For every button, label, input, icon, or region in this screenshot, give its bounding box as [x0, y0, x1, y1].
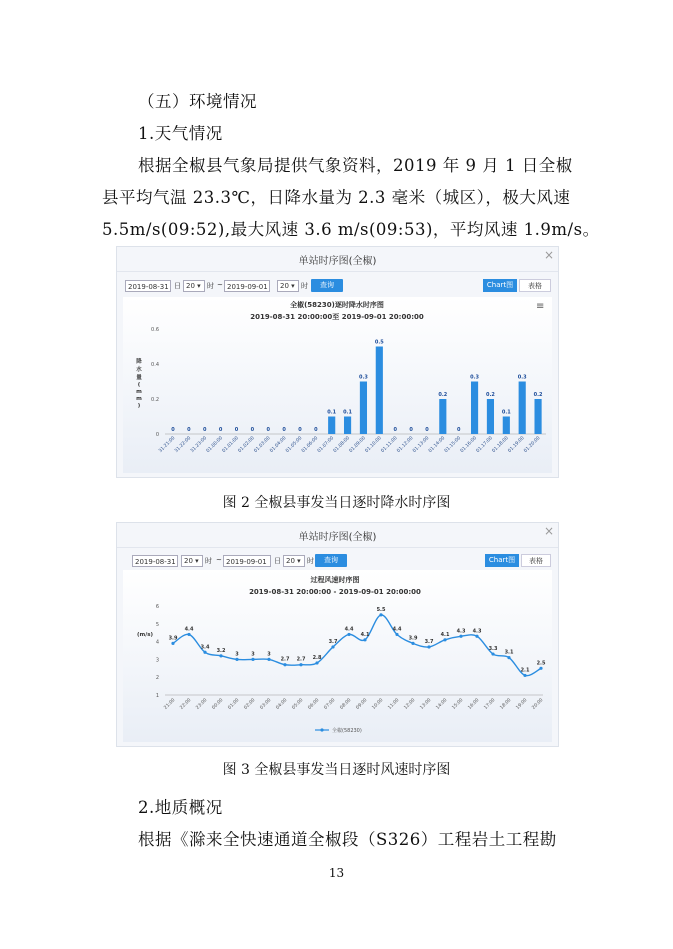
x-tick-label: 01.15:00: [444, 435, 463, 454]
data-label: 2.1: [520, 667, 530, 674]
data-label: 0: [456, 427, 461, 433]
data-point: [523, 674, 526, 677]
chart-subtitle: 2019-08-31 20:00:00 - 2019-09-01 20:00:00: [249, 588, 421, 596]
x-tick-label: 01.02:00: [237, 435, 256, 454]
y-tick-label: 4: [155, 639, 159, 646]
x-tick-label: 01.17:00: [475, 435, 494, 454]
x-tick-label: 01.05:00: [285, 435, 304, 454]
x-tick-label: 01.19:00: [507, 435, 526, 454]
end-hour-select[interactable]: 20 ▾: [277, 280, 299, 292]
y-tick-label: 0.2: [151, 397, 159, 403]
x-tick-label: 01.01:00: [221, 435, 240, 454]
data-label: 0.2: [486, 392, 495, 398]
x-tick-label: 11:00: [387, 697, 401, 711]
data-label: 4.4: [344, 626, 354, 633]
x-tick-label: 14:00: [435, 697, 449, 711]
data-label: 4.1: [440, 631, 450, 638]
y-tick-label: 1: [155, 693, 159, 699]
data-point: [507, 656, 510, 659]
data-label: 3.9: [168, 635, 178, 642]
x-tick-label: 01.14:00: [428, 435, 447, 454]
bar: [328, 417, 335, 435]
data-point: [539, 667, 542, 670]
y-tick-label: 0.4: [151, 362, 159, 368]
x-tick-label: 31.21:00: [158, 435, 177, 454]
end-date-input[interactable]: 2019-09-01: [224, 280, 270, 292]
data-point: [459, 635, 462, 638]
bar: [376, 347, 383, 435]
x-tick-label: 04:00: [275, 697, 289, 711]
data-label: 0.3: [359, 374, 368, 381]
start-date-input[interactable]: 2019-08-31: [125, 280, 171, 292]
data-label: 2.7: [280, 656, 290, 663]
section-heading: （五）环境情况: [138, 92, 257, 111]
data-label: 0.2: [533, 392, 543, 398]
data-label: 4.3: [472, 628, 482, 635]
y-tick-label: 0: [155, 432, 159, 438]
data-point: [219, 654, 222, 657]
x-tick-label: 17:00: [483, 697, 497, 711]
x-tick-label: 18:00: [499, 697, 513, 711]
data-label: 0.3: [470, 374, 479, 381]
data-point: [187, 633, 190, 636]
x-tick-label: 01.06:00: [301, 435, 320, 454]
x-tick-label: 01.09:00: [348, 435, 367, 454]
tab-chart[interactable]: Chart图: [483, 279, 517, 292]
end-date-input[interactable]: 2019-09-01: [223, 555, 271, 567]
data-point: [395, 633, 398, 636]
x-tick-label: 16:00: [467, 697, 481, 711]
menu-icon[interactable]: ≡: [536, 301, 545, 312]
x-tick-label: 22:00: [179, 697, 193, 711]
precipitation-chart-area: [123, 297, 552, 473]
figure-2-caption: 图 2 全椒县事发当日逐时降水时序图: [222, 495, 451, 511]
data-label: 0: [282, 427, 286, 433]
data-label: 3.1: [504, 649, 514, 656]
panel-title: 单站时序图(全椒): [298, 256, 377, 267]
x-tick-label: 13:00: [419, 697, 433, 711]
x-tick-label: 01.03:00: [253, 435, 272, 454]
start-hour-select[interactable]: 20 ▾: [183, 280, 205, 292]
bar: [519, 382, 526, 435]
x-tick-label: 08:00: [339, 697, 353, 711]
data-label: 4.4: [184, 626, 194, 633]
y-axis-label: (m/s): [137, 632, 154, 638]
end-hour-select[interactable]: 20 ▾: [283, 555, 305, 567]
data-label: 4.3: [456, 628, 466, 635]
data-label: 2.8: [312, 654, 322, 661]
data-point: [203, 651, 206, 654]
data-label: 5.5: [376, 606, 386, 613]
data-label: 0: [187, 427, 191, 433]
data-label: 0.2: [438, 392, 448, 398]
data-label: 3: [267, 651, 271, 658]
bar: [344, 417, 351, 435]
data-label: 0.1: [501, 409, 511, 416]
data-label: 0.3: [517, 374, 527, 381]
y-tick-label: 2: [155, 675, 159, 682]
data-point: [379, 613, 382, 616]
day-label: 日: [174, 282, 181, 290]
data-label: 0.1: [327, 409, 337, 416]
y-tick-label: 6: [155, 604, 159, 610]
x-tick-label: 01.08:00: [332, 435, 351, 454]
data-point: [315, 661, 318, 664]
precipitation-panel: [116, 246, 559, 478]
data-label: 2.5: [536, 660, 546, 667]
data-point: [363, 638, 366, 641]
x-tick-label: 05:00: [291, 697, 305, 711]
data-label: 4.4: [392, 626, 402, 633]
bar: [471, 382, 478, 435]
data-label: 3: [251, 651, 255, 658]
data-label: 0: [202, 427, 207, 433]
precipitation-chart: [123, 297, 552, 473]
hour-label: 时: [207, 282, 214, 290]
legend-label: 全椒(58230): [332, 728, 362, 734]
data-label: 0: [218, 427, 223, 433]
data-label: 3.7: [328, 638, 338, 645]
data-label: 3.7: [424, 638, 434, 645]
data-label: 0: [250, 427, 255, 433]
bar: [360, 382, 367, 435]
chart-subtitle: 2019-08-31 20:00:00至 2019-09-01 20:00:00: [250, 313, 424, 321]
data-label: 0: [314, 427, 318, 433]
y-tick-label: 5: [155, 621, 159, 628]
y-tick-label: 0.6: [151, 327, 159, 333]
weather-paragraph-line-2: 县平均气温 23.3℃，日降水量为 2.3 毫米（城区），极大风速: [102, 188, 571, 207]
wind-speed-chart: [123, 570, 552, 742]
query-button[interactable]: 查询: [311, 279, 343, 292]
data-point: [283, 663, 286, 666]
x-tick-label: 01.04:00: [269, 435, 288, 454]
chart-title: 全椒(58230)逐时降水时序图: [290, 301, 384, 309]
x-tick-label: 00:00: [211, 697, 225, 711]
query-button[interactable]: 查询: [315, 554, 347, 567]
y-tick-label: 3: [155, 657, 159, 664]
weather-subheading: 1.天气情况: [138, 124, 223, 143]
data-point: [267, 658, 270, 661]
range-tilde: ~: [216, 556, 222, 564]
data-label: 0: [298, 427, 302, 433]
figure-3-caption: 图 3 全椒县事发当日逐时风速时序图: [222, 762, 451, 778]
data-label: 4.1: [360, 631, 370, 638]
x-tick-label: 21:00: [163, 697, 177, 711]
data-point: [475, 635, 478, 638]
x-tick-label: 01.12:00: [396, 435, 415, 454]
x-tick-label: 19:00: [515, 697, 529, 711]
data-point: [411, 642, 414, 645]
x-tick-label: 31.23:00: [190, 435, 209, 454]
geology-subheading: 2.地质概况: [138, 798, 223, 817]
legend-marker: [320, 728, 323, 731]
x-tick-label: 09:00: [355, 697, 369, 711]
day-label: 日: [274, 557, 281, 565]
close-icon[interactable]: ×: [543, 524, 554, 538]
geology-paragraph-line-1: 根据《滁来全快速通道全椒段（S326）工程岩土工程勘: [138, 830, 557, 849]
data-label: 3: [235, 651, 239, 658]
x-tick-label: 01.07:00: [317, 435, 336, 454]
x-tick-label: 01.18:00: [491, 435, 510, 454]
data-point: [443, 638, 446, 641]
data-point: [347, 633, 350, 636]
data-label: 3.3: [488, 646, 498, 653]
hour-label: 时: [205, 557, 212, 565]
weather-paragraph-line-3: 5.5m/s(09:52),最大风速 3.6 m/s(09:53)，平均风速 1.9m/s。: [102, 220, 600, 239]
tab-table[interactable]: 表格: [519, 279, 551, 292]
data-point: [331, 645, 334, 648]
bar: [534, 399, 541, 434]
data-label: 3.4: [200, 644, 210, 651]
data-label: 0: [171, 427, 175, 433]
data-point: [491, 652, 494, 655]
data-label: 0: [425, 427, 429, 433]
panel-title: 单站时序图(全椒): [298, 532, 377, 543]
data-point: [299, 663, 302, 666]
data-label: 2.7: [296, 656, 306, 663]
start-hour-select[interactable]: 20 ▾: [181, 555, 203, 567]
x-tick-label: 07:00: [323, 697, 337, 711]
y-axis-label: 降水量( m m ): [136, 359, 142, 409]
x-tick-label: 01:00: [227, 697, 241, 711]
data-label: 3.9: [408, 635, 418, 642]
close-icon[interactable]: ×: [543, 248, 554, 262]
x-tick-label: 01.16:00: [459, 435, 478, 454]
weather-paragraph-line-1: 根据全椒县气象局提供气象资料，2019 年 9 月 1 日全椒: [138, 156, 573, 175]
x-tick-label: 02:00: [243, 697, 257, 711]
x-tick-label: 01.13:00: [412, 435, 431, 454]
x-tick-label: 23:00: [195, 697, 209, 711]
data-point: [427, 645, 430, 648]
data-label: 3.2: [216, 647, 226, 654]
panel-header: [117, 523, 558, 548]
bar: [503, 417, 510, 435]
x-tick-label: 20:00: [531, 697, 545, 711]
x-tick-label: 31.22:00: [174, 435, 193, 454]
wind-chart-area: [123, 570, 552, 742]
x-tick-label: 01.10:00: [364, 435, 383, 454]
data-label: 0.1: [343, 409, 352, 416]
page-number: 13: [328, 866, 345, 880]
x-tick-label: 06:00: [307, 697, 321, 711]
x-tick-label: 10:00: [371, 697, 385, 711]
tab-chart[interactable]: Chart图: [485, 554, 519, 567]
hour-label: 时: [307, 557, 314, 565]
data-point: [251, 658, 254, 661]
data-point: [235, 658, 238, 661]
bar: [487, 399, 494, 434]
wind-panel: [116, 522, 559, 747]
x-tick-label: 01.00:00: [205, 435, 224, 454]
x-tick-label: 03:00: [259, 697, 273, 711]
x-tick-label: 15:00: [451, 697, 465, 711]
data-label: 0: [393, 427, 397, 433]
data-label: 0.5: [374, 339, 384, 346]
data-label: 0: [234, 427, 239, 433]
bar: [439, 399, 446, 434]
tab-table[interactable]: 表格: [521, 554, 551, 567]
hour-label: 时: [301, 282, 308, 290]
series-line: [173, 615, 541, 676]
chart-title: 过程风速时序图: [310, 576, 360, 584]
x-tick-label: 01.20:00: [523, 435, 542, 454]
x-tick-label: 01.11:00: [380, 435, 399, 454]
x-tick-label: 12:00: [403, 697, 417, 711]
panel-header: [117, 247, 558, 272]
data-label: 0: [266, 427, 270, 433]
data-point: [171, 642, 174, 645]
data-label: 0: [409, 427, 413, 433]
range-tilde: ~: [217, 281, 223, 289]
start-date-input[interactable]: 2019-08-31: [132, 555, 178, 567]
